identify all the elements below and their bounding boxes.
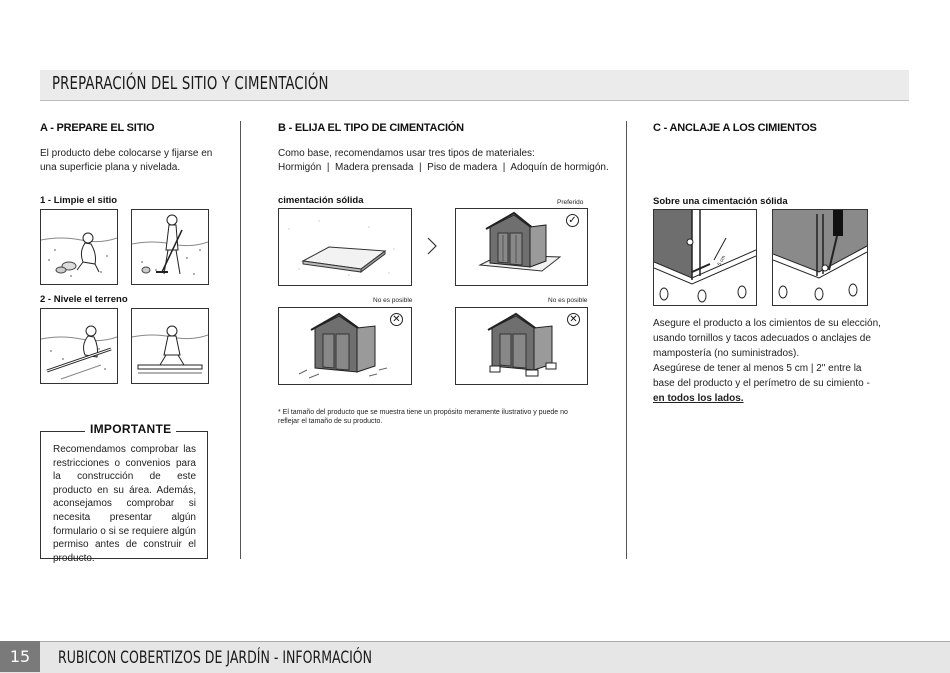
page-number: 15 xyxy=(0,641,40,672)
footnote-line1: * El tamaño del producto que se muestra tiene un propósito meramente ilustrativo y puede no xyxy=(278,409,568,416)
concrete-slab-illustration xyxy=(278,208,412,286)
step2-label: 2 - Nivele el terreno xyxy=(40,294,128,305)
important-label: IMPORTANTE xyxy=(85,422,176,436)
clear-site-illustration-1 xyxy=(40,209,118,285)
footer-title: RUBICON COBERTIZOS DE JARDÍN - INFORMACIÓN xyxy=(58,648,373,668)
clear-site-illustration-2 xyxy=(131,209,209,285)
check-circle-icon: ✓ xyxy=(566,214,579,227)
anchor-detail-illustration-1 xyxy=(653,209,757,306)
section-b-intro-line1: Como base, recomendamos usar tres tipos de materiales: xyxy=(278,148,535,159)
anchoring-paragraph-1: Asegure el producto a los cimientos de su elección, usando tornillos y tacos adecuados o anclajes de mampostería (no suministrados). xyxy=(653,318,881,359)
x-circle-icon: ✕ xyxy=(567,313,580,326)
important-text: Recomendamos comprobar las restricciones o convenios para la construcción de este producto en su área. Además, aconsejamos comprobar si necesita presentar algún formulario o si se requiere algún permiso antes de construir el producto. xyxy=(53,444,196,564)
page-title: PREPARACIÓN DEL SITIO Y CIMENTACIÓN xyxy=(52,73,329,94)
footnote-line2: reflejar el tamaño de su producto. xyxy=(278,418,383,425)
anchoring-paragraph-2-text: Asegúrese de tener al menos 5 cm | 2" entre la base del producto y el perímetro de su cimiento - xyxy=(653,363,870,389)
not-possible-label-2: No es posible xyxy=(548,297,588,304)
solid-foundation-sub: Sobre una cimentación sólida xyxy=(653,196,788,207)
section-b-intro-line2: Hormigón | Madera prensada | Piso de madera | Adoquín de hormigón. xyxy=(278,162,609,173)
section-c-title: C - ANCLAJE A LOS CIMIENTOS xyxy=(653,122,817,134)
section-b-title: B - ELIJA EL TIPO DE CIMENTACIÓN xyxy=(278,122,464,134)
chevron-right-icon xyxy=(426,236,438,261)
x-circle-icon: ✕ xyxy=(390,313,403,326)
anchor-detail-illustration-2 xyxy=(772,209,868,306)
not-possible-label-1: No es posible xyxy=(373,297,413,304)
solid-foundation-label: cimentación sólida xyxy=(278,195,364,206)
column-divider xyxy=(626,121,627,559)
section-a-intro-line1: El producto debe colocarse y fijarse en xyxy=(40,148,213,159)
preferred-label: Preferido xyxy=(557,199,584,206)
level-ground-illustration-1 xyxy=(40,308,118,384)
anchoring-instructions xyxy=(653,316,883,406)
column-divider xyxy=(240,121,241,559)
anchoring-paragraph-2 xyxy=(653,361,883,406)
step1-label: 1 - Limpie el sitio xyxy=(40,195,118,206)
section-a-title: A - PREPARE EL SITIO xyxy=(40,122,155,134)
level-ground-illustration-2 xyxy=(131,308,209,384)
measure-label: 5 cm xyxy=(716,254,728,267)
all-sides-emphasis: en todos los lados. xyxy=(653,393,744,404)
section-a-intro-line2: una superficie plana y nivelada. xyxy=(40,162,181,173)
